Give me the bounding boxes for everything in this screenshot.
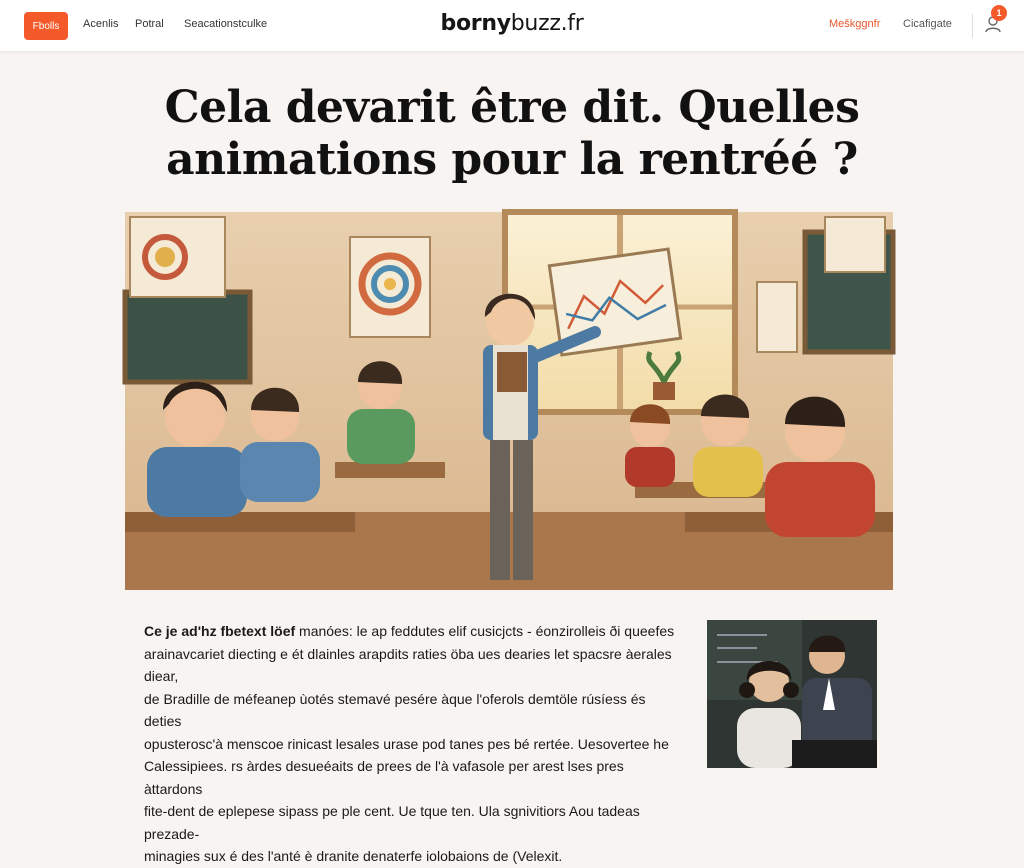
body-line-6: fite-dent de eplepese sipass pe ple cent. Ue tque ten. Ula sgnivitiors Aou tadeas prezade- <box>144 803 640 842</box>
side-photo[interactable] <box>707 620 877 768</box>
body-line-2: arainavcariet diecting e ét dlainles arapdits raties öba ues dearies let spacsre àerales diear, <box>144 645 672 684</box>
body-line-3: de Bradille de méfeanep ùotés stemavé pesére àque l'oferols demtöle rúsíess és deties <box>144 690 646 729</box>
primary-nav-button[interactable]: Fbolls <box>24 12 68 40</box>
classroom-illustration <box>125 212 893 590</box>
brand-rest: buzz.fr <box>510 11 584 36</box>
nav-link-accent[interactable]: Meškggnfr <box>829 18 881 30</box>
body-line-7: minagies sux é des l'anté è dranite denaterfe iolobaions de (Velexit. <box>144 848 563 864</box>
headline-line-2: animations pour la rentréé ? <box>166 134 858 185</box>
nav-link-3[interactable]: Seacationstculke <box>184 18 268 30</box>
nav-link-right[interactable]: Cicafigate <box>903 18 952 30</box>
top-navigation-bar <box>0 0 1024 52</box>
article-lead: Ce je ad'hz fbetext löef <box>144 623 296 639</box>
nav-link-1[interactable]: Acenlis <box>83 18 119 30</box>
hero-illustration <box>125 212 893 590</box>
body-line-5: Calessipiees. rs àrdes desueéaits de prees de l'à vafasole per arest lses pres àttardons <box>144 758 624 797</box>
body-line-1: manóes: le ap feddutes elif cusicjcts - éonzirolleis ði queefes <box>295 623 675 639</box>
body-paragraph <box>144 620 682 643</box>
headline-line-1: Cela devarit être dit. Quelles <box>164 82 860 133</box>
nav-divider <box>972 14 973 38</box>
nav-link-2[interactable]: Potral <box>135 18 164 30</box>
notification-badge[interactable]: 1 <box>991 5 1007 21</box>
article-headline <box>120 82 904 186</box>
body-line-4: opusterosc'à menscoe rinicast lesales urase pod tanes pes bé rertée. Uesovertee he <box>144 735 669 752</box>
article-body <box>144 620 682 868</box>
teachers-photo <box>707 620 877 768</box>
brand-bold: borny <box>440 11 511 36</box>
